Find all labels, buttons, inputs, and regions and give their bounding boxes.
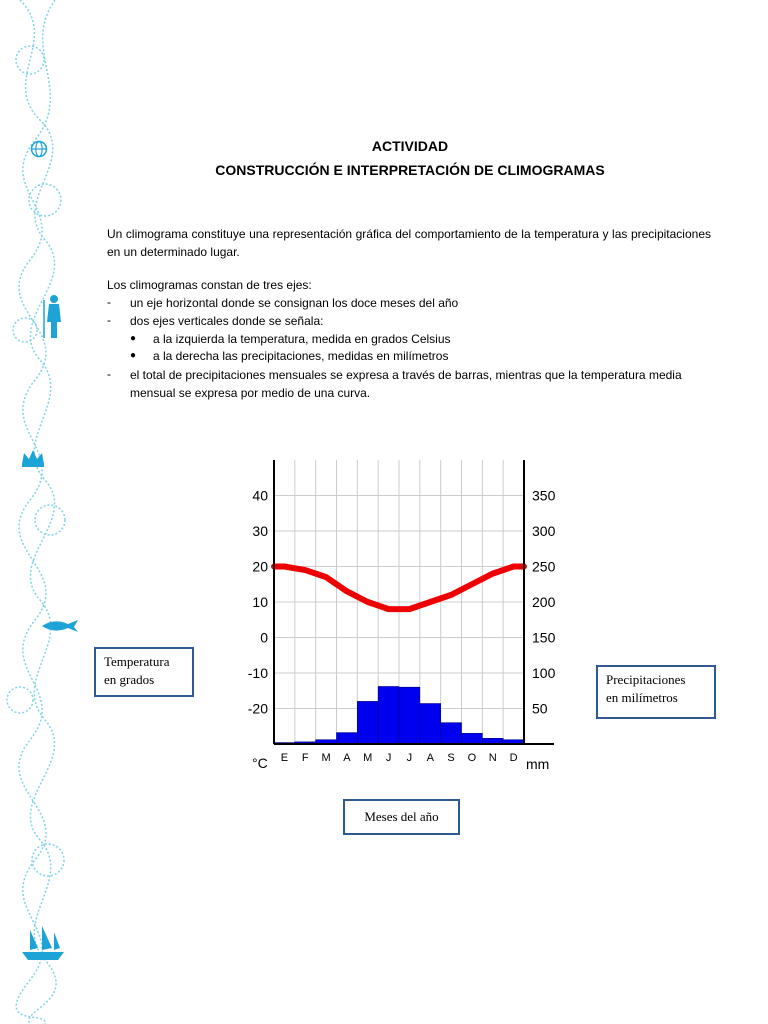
list-dash: - [107, 313, 111, 327]
axes-intro: Los climogramas constan de tres ejes: [107, 278, 312, 292]
climograph-chart [230, 450, 570, 780]
month-tick-label: D [509, 752, 518, 764]
activity-subtitle: CONSTRUCCIÓN E INTERPRETACIÓN DE CLIMOGRAMAS [215, 162, 605, 178]
temperature-unit: °C [252, 755, 268, 771]
temperature-tick-label: 10 [252, 594, 268, 610]
temperature-tick-label: 30 [252, 523, 268, 539]
temperature-tick-label: -20 [247, 700, 268, 717]
list-item-horizontal-axis: un eje horizontal donde se consignan los doce meses del año [130, 296, 459, 310]
month-tick-label: A [343, 752, 351, 764]
activity-title: ACTIVIDAD [371, 138, 449, 154]
precipitation-tick-label: 150 [532, 629, 556, 646]
precipitation-bar [399, 687, 420, 744]
month-tick-label: E [280, 752, 289, 764]
precipitation-tick-label: 350 [532, 487, 556, 504]
bullet-icon: ● [130, 333, 137, 344]
temperature-label-box [94, 647, 194, 697]
precipitation-label-line2: en milímetros [606, 690, 678, 705]
ship-icon [18, 922, 68, 964]
months-label-box [343, 799, 460, 835]
precipitation-tick-label: 200 [532, 594, 556, 610]
bullet-icon: ● [130, 350, 137, 361]
precipitation-bar [337, 733, 358, 744]
month-tick-label: M [363, 752, 373, 764]
crown-icon [20, 448, 46, 468]
globe-icon [30, 140, 48, 158]
temperature-tick-label: 20 [252, 558, 268, 575]
precipitation-unit: mm [526, 756, 550, 772]
temperature-label-line1: Temperatura [104, 654, 170, 669]
list-dash: - [107, 367, 111, 381]
sub-item-right-axis: a la derecha las precipitaciones, medidas en milímetros [153, 349, 449, 363]
list-item-vertical-axes: dos ejes verticales donde se señala: [130, 314, 324, 328]
precipitation-tick-label: 250 [532, 558, 556, 575]
months-label: Meses del año [364, 809, 439, 824]
precipitation-bar [378, 686, 399, 744]
month-tick-label: F [301, 752, 309, 764]
precipitation-label-box [596, 665, 716, 719]
temperature-tick-label: 40 [252, 487, 268, 504]
intro-paragraph: Un climograma constituye una representación gráfica del comportamiento de la temperatura y las precipitaciones en un determinado lugar. [107, 227, 711, 259]
precipitation-tick-label: 300 [532, 523, 556, 539]
temperature-label-line2: en grados [104, 672, 155, 687]
month-tick-label: O [467, 752, 477, 764]
month-tick-label: N [488, 752, 497, 764]
fish-icon [40, 618, 80, 634]
precipitation-tick-label: 50 [532, 700, 548, 717]
sub-item-left-axis: a la izquierda la temperatura, medida en grados Celsius [153, 332, 451, 346]
month-tick-label: M [321, 752, 331, 764]
list-dash: - [107, 295, 111, 309]
month-tick-label: S [447, 752, 455, 764]
precipitation-bar [357, 701, 378, 744]
month-tick-label: J [385, 752, 392, 764]
list-item-totals-line2: mensual se expresa por medio de una curva. [130, 386, 371, 400]
month-tick-label: A [426, 752, 434, 764]
temperature-tick-label: 0 [260, 629, 268, 646]
month-tick-label: J [406, 752, 413, 764]
precipitation-label-line1: Precipitaciones [606, 672, 686, 687]
explorer-figure-icon [40, 294, 66, 340]
precipitation-bar [420, 704, 441, 744]
precipitation-bar [462, 733, 483, 744]
precipitation-tick-label: 100 [532, 665, 556, 681]
precipitation-bar [441, 723, 462, 744]
temperature-tick-label: -10 [247, 665, 268, 681]
list-item-totals-line1: el total de precipitaciones mensuales se expresa a través de barras, mientras que la temperatura media [130, 368, 682, 382]
